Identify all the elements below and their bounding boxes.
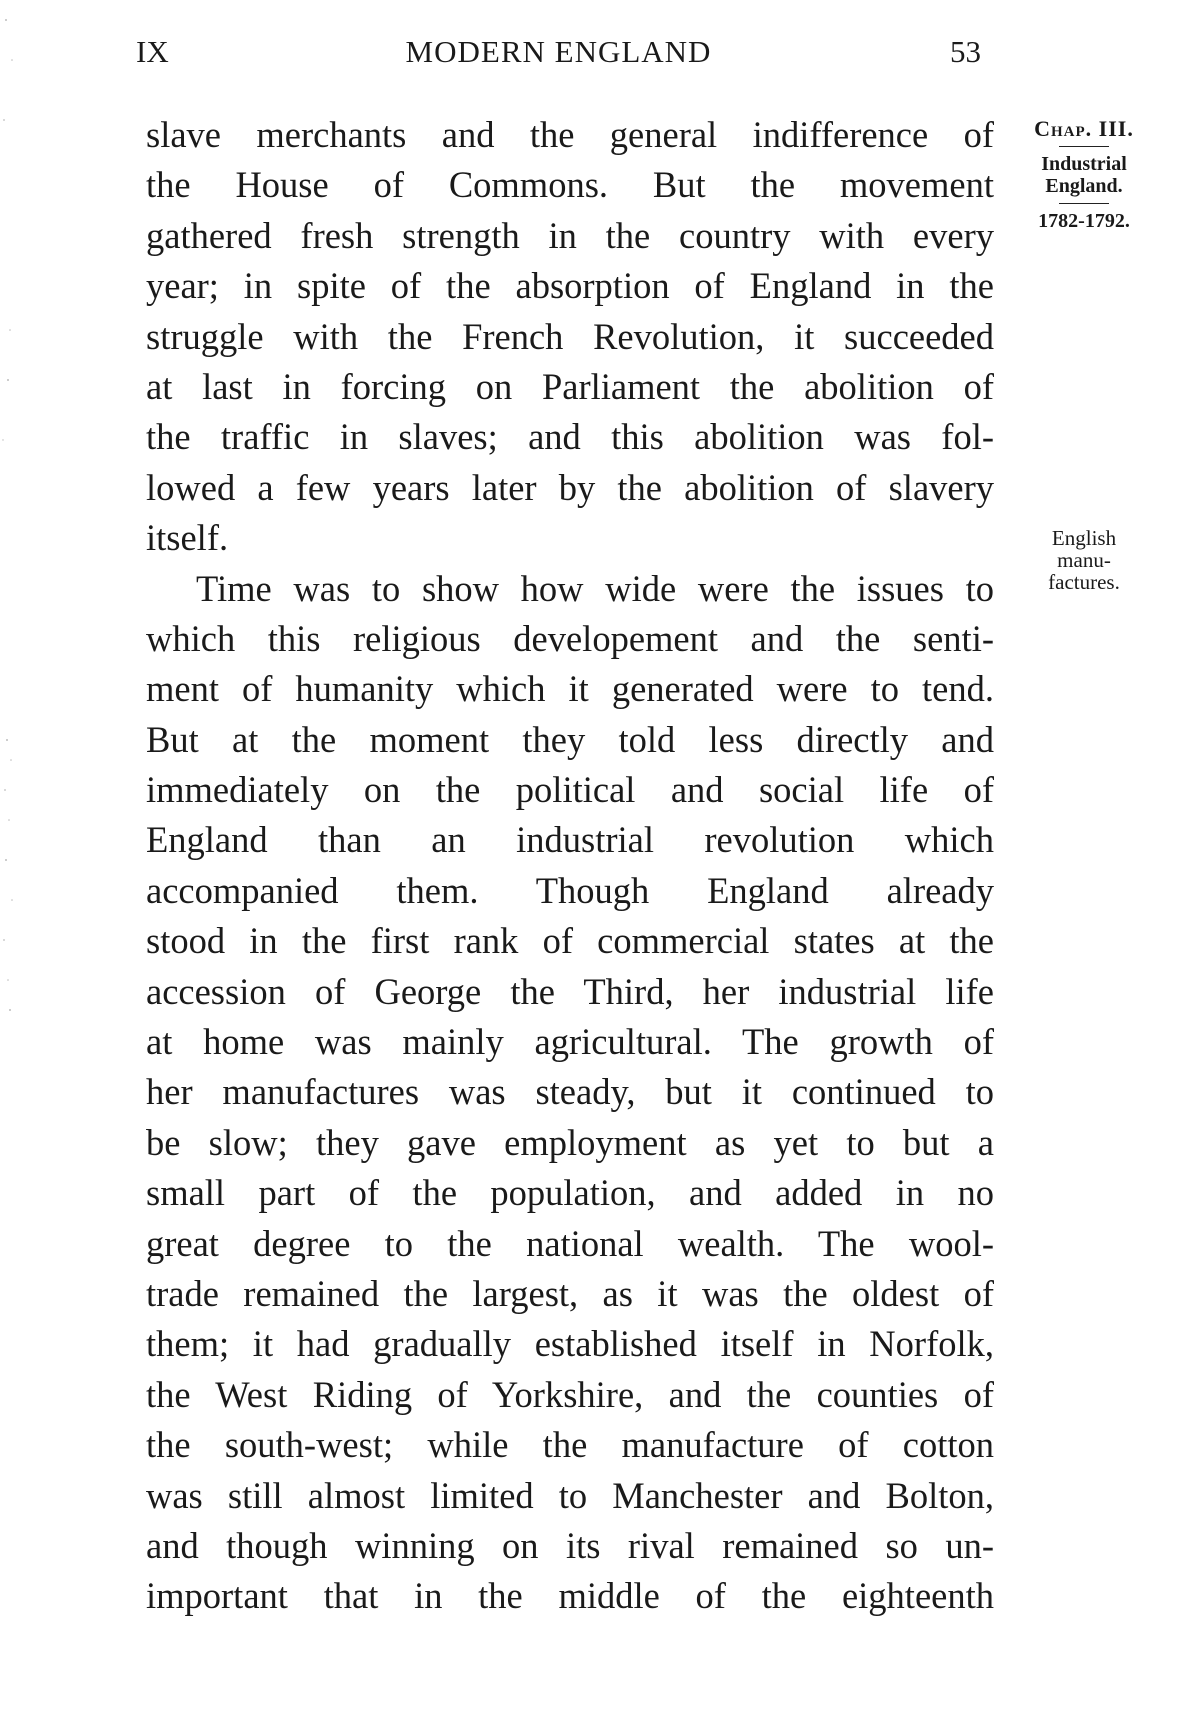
page-edge-scan-noise — [0, 0, 24, 1716]
text-line: the south-west; while the manufacture of cotton — [146, 1424, 994, 1466]
text-line: immediately on the political and social life of — [146, 769, 994, 811]
text-line: struggle with the French Revolution, it succeeded — [146, 315, 994, 357]
paragraph-2 — [146, 564, 994, 1622]
text-line: at last in forcing on Parliament the abolition of — [146, 365, 994, 407]
margin-note-line: Industrial — [1041, 153, 1127, 175]
text-line: trade remained the largest, as it was the oldest of — [146, 1272, 994, 1314]
text-line: lowed a few years later by the abolition of slavery — [146, 466, 994, 508]
margin-note-english-manufactures — [1018, 527, 1150, 593]
running-title: MODERN ENGLAND — [405, 34, 712, 69]
text-line: accompanied them. Though England already — [146, 869, 994, 911]
running-header — [136, 34, 981, 74]
margin-chapter-ref: Chap. III. — [1034, 116, 1134, 141]
margin-note-line: English — [1051, 526, 1117, 550]
text-line: But at the moment they told less directly and — [146, 718, 994, 760]
text-line: accession of George the Third, her industrial life — [146, 970, 994, 1012]
body-text — [146, 110, 994, 1622]
text-line: at home was mainly agricultural. The growth of — [146, 1021, 994, 1063]
margin-note-line: factures. — [1048, 570, 1120, 594]
text-line: important that in the middle of the eighteenth — [146, 1575, 994, 1617]
text-line: be slow; they gave employment as yet to but a — [146, 1121, 994, 1163]
text-line: ment of humanity which it generated were to tend. — [146, 668, 994, 710]
text-line: the West Riding of Yorkshire, and the counties of — [146, 1373, 994, 1415]
text-line: year; in spite of the absorption of England in the — [146, 265, 994, 307]
chapter-numeral: IX — [136, 34, 169, 69]
text-line: England than an industrial revolution which — [146, 819, 994, 861]
margin-rule — [1059, 203, 1109, 204]
text-line: Time was to show how wide were the issues to — [196, 567, 994, 609]
margin-dates: 1782-1792. — [1038, 210, 1130, 232]
paragraph-1 — [146, 110, 994, 564]
text-line: them; it had gradually established itself in Norfolk, — [146, 1323, 994, 1365]
text-line: the traffic in slaves; and this abolition was fol- — [146, 416, 994, 458]
text-line: the House of Commons. But the movement — [146, 164, 994, 206]
text-line: gathered fresh strength in the country with every — [146, 214, 994, 256]
page-number: 53 — [950, 34, 981, 69]
text-line: her manufactures was steady, but it continued to — [146, 1071, 994, 1113]
text-line: itself. — [146, 517, 229, 559]
text-line: slave merchants and the general indifference of — [146, 114, 994, 155]
text-line: was still almost limited to Manchester and Bolton, — [146, 1474, 994, 1516]
margin-note-line: England. — [1045, 175, 1123, 197]
text-line: great degree to the national wealth. The wool- — [146, 1222, 994, 1264]
margin-note-line: manu- — [1057, 548, 1111, 572]
text-line: stood in the first rank of commercial states at the — [146, 920, 994, 962]
text-line: small part of the population, and added in no — [146, 1172, 994, 1214]
text-line: which this religious developement and the senti- — [146, 617, 994, 659]
margin-note-industrial-england — [1018, 118, 1150, 232]
margin-rule — [1059, 146, 1109, 147]
text-line: and though winning on its rival remained so un- — [146, 1524, 994, 1566]
